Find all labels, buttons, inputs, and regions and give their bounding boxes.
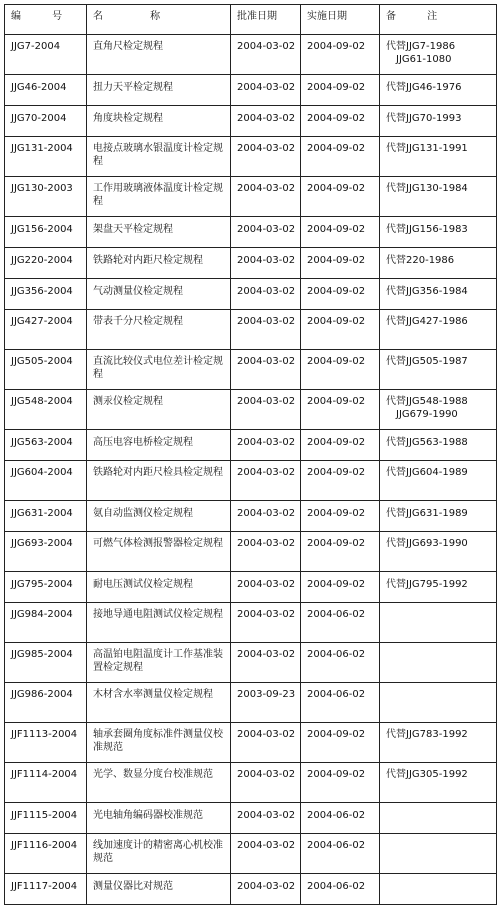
table-header-row — [5, 5, 497, 35]
remark-line: 代替JJG795-1992 — [386, 579, 468, 590]
remark-cell — [380, 763, 497, 803]
remark-line: JJG679-1990 — [396, 409, 458, 420]
header-remark: 备 注 — [380, 5, 497, 35]
table-row — [5, 683, 497, 723]
implementation-date-cell: 2004-09-02 — [301, 106, 380, 137]
code-cell: JJG505-2004 — [5, 350, 87, 390]
header-implementation-date: 实施日期 — [301, 5, 380, 35]
name-cell: 气动测量仪检定规程 — [87, 279, 231, 310]
standards-table — [4, 4, 497, 905]
approval-date-cell: 2004-03-02 — [231, 390, 301, 430]
remark-line: 代替JJG693-1990 — [386, 538, 468, 549]
implementation-date-cell: 2004-06-02 — [301, 834, 380, 874]
approval-date-cell: 2004-03-02 — [231, 501, 301, 532]
implementation-date-cell: 2004-09-02 — [301, 390, 380, 430]
code-cell: JJF1114-2004 — [5, 763, 87, 803]
remark-line: 代替JJG130-1984 — [386, 183, 468, 194]
name-cell: 电接点玻璃水银温度计检定规程 — [87, 137, 231, 177]
approval-date-cell: 2004-03-02 — [231, 137, 301, 177]
remark-cell — [380, 532, 497, 572]
name-cell: 铁路轮对内距尺检定规程 — [87, 248, 231, 279]
table-row — [5, 137, 497, 177]
approval-date-cell: 2004-03-02 — [231, 461, 301, 501]
implementation-date-cell: 2004-06-02 — [301, 643, 380, 683]
approval-date-cell: 2004-03-02 — [231, 106, 301, 137]
table-row — [5, 35, 497, 75]
approval-date-cell: 2004-03-02 — [231, 834, 301, 874]
approval-date-cell: 2004-03-02 — [231, 763, 301, 803]
approval-date-cell: 2004-03-02 — [231, 803, 301, 834]
table-row — [5, 723, 497, 763]
name-cell: 扭力天平检定规程 — [87, 75, 231, 106]
table-row — [5, 803, 497, 834]
code-cell: JJG984-2004 — [5, 603, 87, 643]
table-row — [5, 217, 497, 248]
name-cell: 木材含水率测量仪检定规程 — [87, 683, 231, 723]
approval-date-cell: 2004-03-02 — [231, 279, 301, 310]
remark-line: 代替JJG563-1988 — [386, 437, 468, 448]
code-cell: JJG985-2004 — [5, 643, 87, 683]
remark-cell — [380, 834, 497, 874]
remark-line: 代替JJG156-1983 — [386, 224, 468, 235]
approval-date-cell: 2004-03-02 — [231, 310, 301, 350]
remark-cell — [380, 279, 497, 310]
remark-line: 代替JJG356-1984 — [386, 286, 468, 297]
code-cell: JJG563-2004 — [5, 430, 87, 461]
remark-line: 代替JJG46-1976 — [386, 82, 462, 93]
implementation-date-cell: 2004-09-02 — [301, 217, 380, 248]
code-cell: JJG220-2004 — [5, 248, 87, 279]
remark-line: 代替JJG70-1993 — [386, 113, 462, 124]
name-cell: 铁路轮对内距尺检具检定规程 — [87, 461, 231, 501]
table-body — [5, 35, 497, 905]
implementation-date-cell: 2004-06-02 — [301, 603, 380, 643]
remark-cell — [380, 643, 497, 683]
approval-date-cell: 2004-03-02 — [231, 532, 301, 572]
code-cell: JJG693-2004 — [5, 532, 87, 572]
code-cell: JJF1115-2004 — [5, 803, 87, 834]
code-cell: JJG131-2004 — [5, 137, 87, 177]
remark-cell — [380, 137, 497, 177]
name-cell: 直流比较仪式电位差计检定规程 — [87, 350, 231, 390]
implementation-date-cell: 2004-09-02 — [301, 75, 380, 106]
remark-cell — [380, 501, 497, 532]
name-cell: 线加速度计的精密离心机校准规范 — [87, 834, 231, 874]
implementation-date-cell: 2004-09-02 — [301, 572, 380, 603]
name-cell: 角度块检定规程 — [87, 106, 231, 137]
remark-line: JJG61-1080 — [396, 54, 452, 65]
name-cell: 测量仪器比对规范 — [87, 874, 231, 905]
remark-cell — [380, 874, 497, 905]
implementation-date-cell: 2004-09-02 — [301, 350, 380, 390]
implementation-date-cell: 2004-09-02 — [301, 177, 380, 217]
table-row — [5, 390, 497, 430]
remark-line: 代替JJG7-1986 — [386, 41, 456, 52]
remark-cell — [380, 723, 497, 763]
remark-cell — [380, 803, 497, 834]
table-row — [5, 572, 497, 603]
remark-line: 代替JJG505-1987 — [386, 356, 468, 367]
code-cell: JJG46-2004 — [5, 75, 87, 106]
table-row — [5, 532, 497, 572]
implementation-date-cell: 2004-09-02 — [301, 461, 380, 501]
implementation-date-cell: 2004-09-02 — [301, 248, 380, 279]
name-cell: 光电轴角编码器校准规范 — [87, 803, 231, 834]
table-row — [5, 310, 497, 350]
name-cell: 可燃气体检测报警器检定规程 — [87, 532, 231, 572]
approval-date-cell: 2004-03-02 — [231, 874, 301, 905]
remark-cell — [380, 310, 497, 350]
header-approval-date: 批准日期 — [231, 5, 301, 35]
code-cell: JJG156-2004 — [5, 217, 87, 248]
implementation-date-cell: 2004-09-02 — [301, 35, 380, 75]
name-cell: 接地导通电阻测试仪检定规程 — [87, 603, 231, 643]
implementation-date-cell: 2004-06-02 — [301, 874, 380, 905]
remark-cell — [380, 35, 497, 75]
approval-date-cell: 2004-03-02 — [231, 603, 301, 643]
remark-line: 代替JJG305-1992 — [386, 769, 468, 780]
remark-cell — [380, 177, 497, 217]
remark-cell — [380, 75, 497, 106]
approval-date-cell: 2004-03-02 — [231, 723, 301, 763]
code-cell: JJF1116-2004 — [5, 834, 87, 874]
implementation-date-cell: 2004-09-02 — [301, 430, 380, 461]
implementation-date-cell: 2004-09-02 — [301, 723, 380, 763]
code-cell: JJF1117-2004 — [5, 874, 87, 905]
table-row — [5, 248, 497, 279]
remark-cell — [380, 603, 497, 643]
approval-date-cell: 2004-03-02 — [231, 35, 301, 75]
table-row — [5, 603, 497, 643]
table-row — [5, 177, 497, 217]
name-cell: 带表千分尺检定规程 — [87, 310, 231, 350]
approval-date-cell: 2004-03-02 — [231, 572, 301, 603]
implementation-date-cell: 2004-09-02 — [301, 279, 380, 310]
remark-line: 代替JJG131-1991 — [386, 143, 468, 154]
table-row — [5, 874, 497, 905]
approval-date-cell: 2004-03-02 — [231, 430, 301, 461]
implementation-date-cell: 2004-09-02 — [301, 310, 380, 350]
code-cell: JJF1113-2004 — [5, 723, 87, 763]
remark-cell — [380, 461, 497, 501]
code-cell: JJG130-2003 — [5, 177, 87, 217]
code-cell: JJG70-2004 — [5, 106, 87, 137]
approval-date-cell: 2004-03-02 — [231, 248, 301, 279]
name-cell: 测汞仪检定规程 — [87, 390, 231, 430]
approval-date-cell: 2004-03-02 — [231, 177, 301, 217]
approval-date-cell: 2004-03-02 — [231, 350, 301, 390]
implementation-date-cell: 2004-09-02 — [301, 137, 380, 177]
remark-cell — [380, 683, 497, 723]
table-row — [5, 350, 497, 390]
name-cell: 氨自动监测仪检定规程 — [87, 501, 231, 532]
table-row — [5, 461, 497, 501]
table-row — [5, 501, 497, 532]
standards-table-container — [4, 4, 496, 905]
implementation-date-cell: 2004-09-02 — [301, 501, 380, 532]
table-row — [5, 106, 497, 137]
implementation-date-cell: 2004-09-02 — [301, 532, 380, 572]
implementation-date-cell: 2004-09-02 — [301, 763, 380, 803]
code-cell: JJG548-2004 — [5, 390, 87, 430]
code-cell: JJG604-2004 — [5, 461, 87, 501]
name-cell: 高温铂电阻温度计工作基准装置检定规程 — [87, 643, 231, 683]
code-cell: JJG427-2004 — [5, 310, 87, 350]
name-cell: 工作用玻璃液体温度计检定规程 — [87, 177, 231, 217]
remark-cell — [380, 572, 497, 603]
approval-date-cell: 2004-03-02 — [231, 643, 301, 683]
table-row — [5, 643, 497, 683]
code-cell: JJG631-2004 — [5, 501, 87, 532]
code-cell: JJG356-2004 — [5, 279, 87, 310]
remark-cell — [380, 248, 497, 279]
code-cell: JJG986-2004 — [5, 683, 87, 723]
remark-cell — [380, 350, 497, 390]
header-name: 名 称 — [87, 5, 231, 35]
approval-date-cell: 2004-03-02 — [231, 75, 301, 106]
implementation-date-cell: 2004-06-02 — [301, 683, 380, 723]
remark-cell — [380, 390, 497, 430]
table-row — [5, 279, 497, 310]
remark-cell — [380, 217, 497, 248]
table-row — [5, 430, 497, 461]
name-cell: 直角尺检定规程 — [87, 35, 231, 75]
remark-line: 代替JJG631-1989 — [386, 508, 468, 519]
remark-cell — [380, 430, 497, 461]
table-row — [5, 75, 497, 106]
code-cell: JJG795-2004 — [5, 572, 87, 603]
code-cell: JJG7-2004 — [5, 35, 87, 75]
remark-line: 代替JJG548-1988 — [386, 396, 468, 407]
table-row — [5, 834, 497, 874]
name-cell: 轴承套圈角度标准件测量仪校准规范 — [87, 723, 231, 763]
name-cell: 耐电压测试仪检定规程 — [87, 572, 231, 603]
remark-line: 代替220-1986 — [386, 255, 455, 266]
implementation-date-cell: 2004-06-02 — [301, 803, 380, 834]
remark-cell — [380, 106, 497, 137]
approval-date-cell: 2003-09-23 — [231, 683, 301, 723]
table-row — [5, 763, 497, 803]
remark-line: 代替JJG783-1992 — [386, 729, 468, 740]
name-cell: 架盘天平检定规程 — [87, 217, 231, 248]
remark-line: 代替JJG427-1986 — [386, 316, 468, 327]
approval-date-cell: 2004-03-02 — [231, 217, 301, 248]
name-cell: 高压电容电桥检定规程 — [87, 430, 231, 461]
name-cell: 光学、数显分度台校准规范 — [87, 763, 231, 803]
remark-line: 代替JJG604-1989 — [386, 467, 468, 478]
header-code: 编 号 — [5, 5, 87, 35]
